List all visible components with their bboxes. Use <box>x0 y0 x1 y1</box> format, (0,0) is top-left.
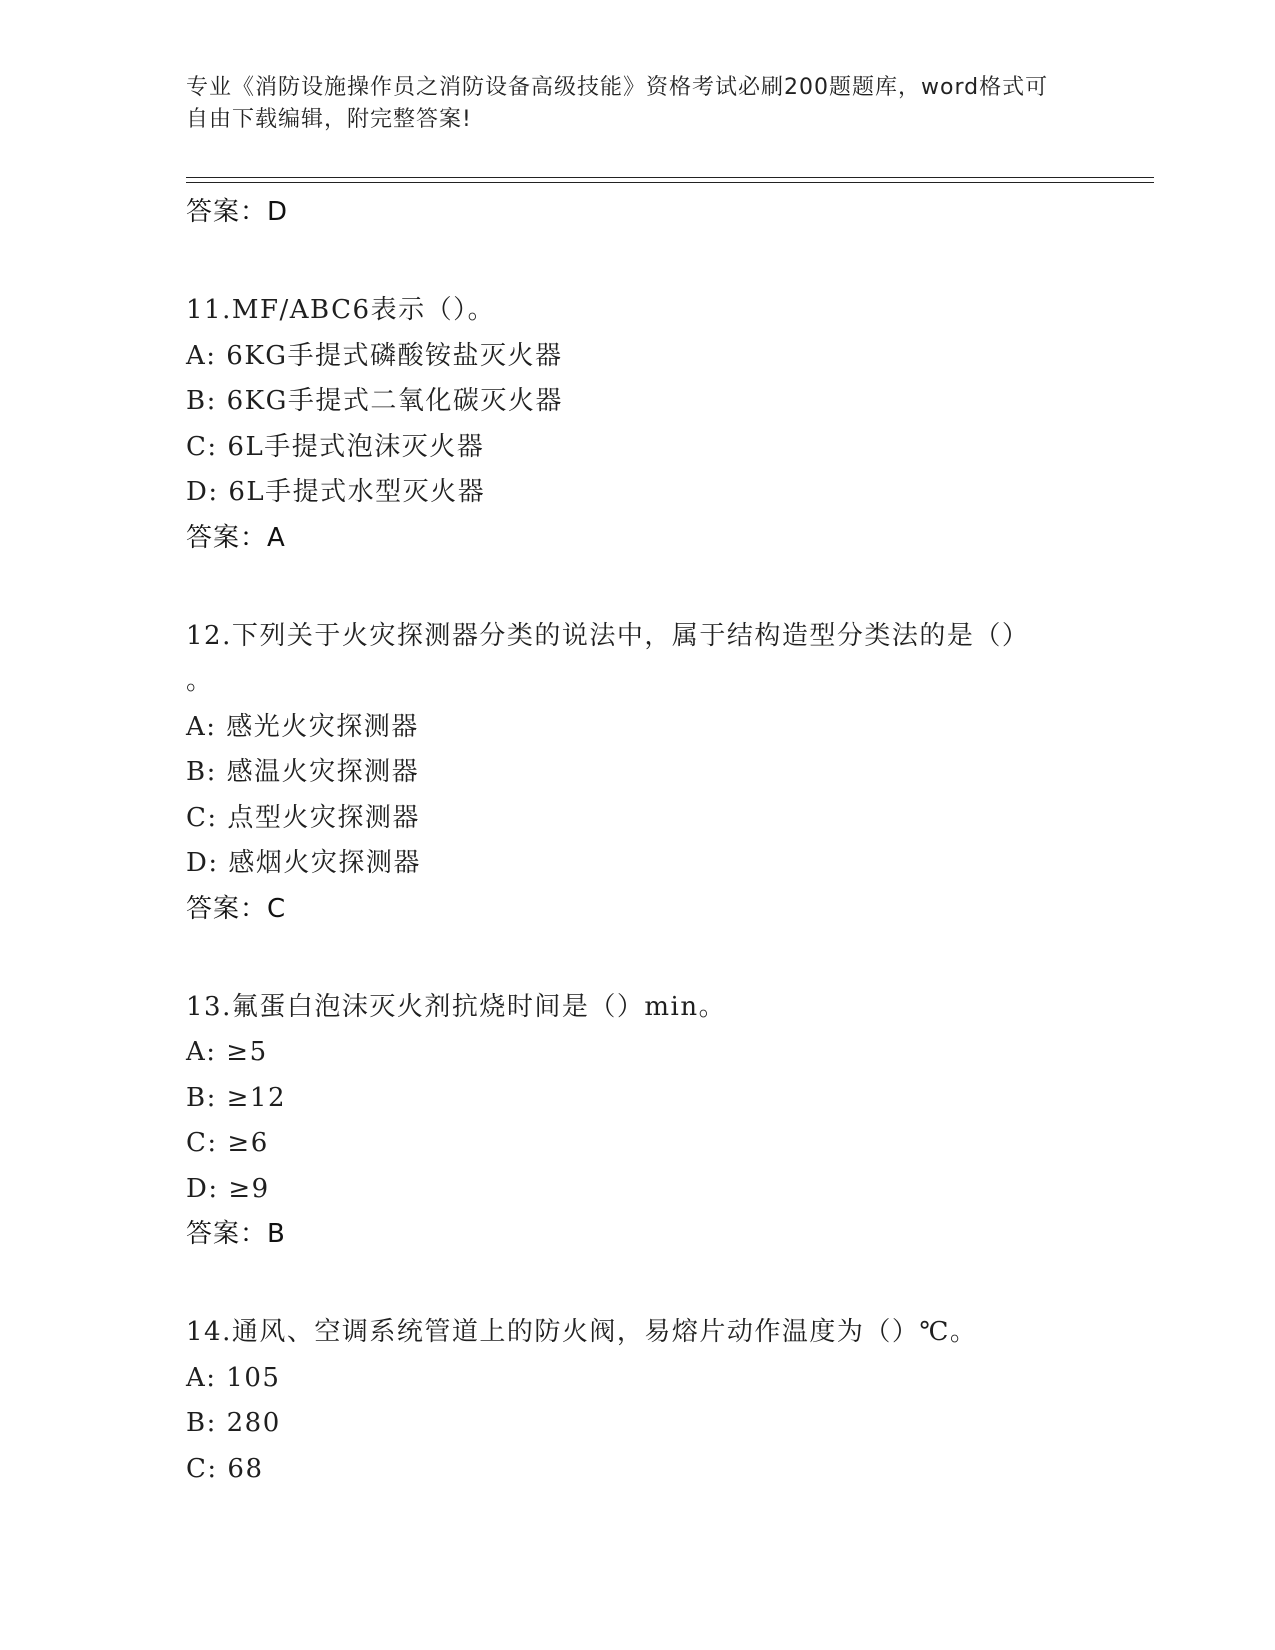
option-b: B: 感温火灾探测器 <box>186 757 420 787</box>
option-a: A: 6KG手提式磷酸铵盐灭火器 <box>186 340 563 371</box>
question-13 <box>186 985 1086 1259</box>
header-rule-top <box>186 177 1154 178</box>
option-d: D: ≥9 <box>186 1173 270 1204</box>
option-d: D: 6L手提式水型灭火器 <box>186 477 486 507</box>
header-rule-bottom <box>186 182 1154 183</box>
question-title: 12.下列关于火灾探测器分类的说法中，属于结构造型分类法的是（） 。 <box>186 620 1030 696</box>
option-c: C: 6L手提式泡沫灭火器 <box>186 431 485 462</box>
option-b: B: ≥12 <box>186 1082 286 1113</box>
option-d: D: 感烟火灾探测器 <box>186 848 421 878</box>
question-title: 13.氟蛋白泡沫灭火剂抗烧时间是（）min。 <box>186 991 727 1022</box>
option-c: C: 点型火灾探测器 <box>186 802 420 833</box>
question-14 <box>186 1310 1086 1492</box>
option-c: C: ≥6 <box>186 1128 269 1158</box>
question-title: 14.通风、空调系统管道上的防火阀，易熔片动作温度为（）℃。 <box>186 1317 978 1347</box>
answer-line: 答案：A <box>186 522 286 553</box>
answer-line: 答案：B <box>186 1219 286 1249</box>
question-11 <box>186 288 1086 562</box>
question-title: 11.MF/ABC6表示（）。 <box>186 295 496 325</box>
option-a: A: 105 <box>186 1362 281 1393</box>
page-header: 专业《消防设施操作员之消防设备高级技能》资格考试必刷200题题库，word格式可自由下载编辑，附完整答案! <box>186 75 1049 132</box>
option-b: B: 280 <box>186 1408 281 1438</box>
answer-line: 答案：C <box>186 893 287 924</box>
previous-answer: 答案：D <box>186 197 289 227</box>
option-c: C: 68 <box>186 1453 264 1484</box>
option-a: A: ≥5 <box>186 1037 268 1067</box>
option-a: A: 感光火灾探测器 <box>186 711 419 742</box>
question-list <box>186 190 1086 1492</box>
question-12 <box>186 614 1086 933</box>
option-b: B: 6KG手提式二氧化碳灭火器 <box>186 386 563 416</box>
